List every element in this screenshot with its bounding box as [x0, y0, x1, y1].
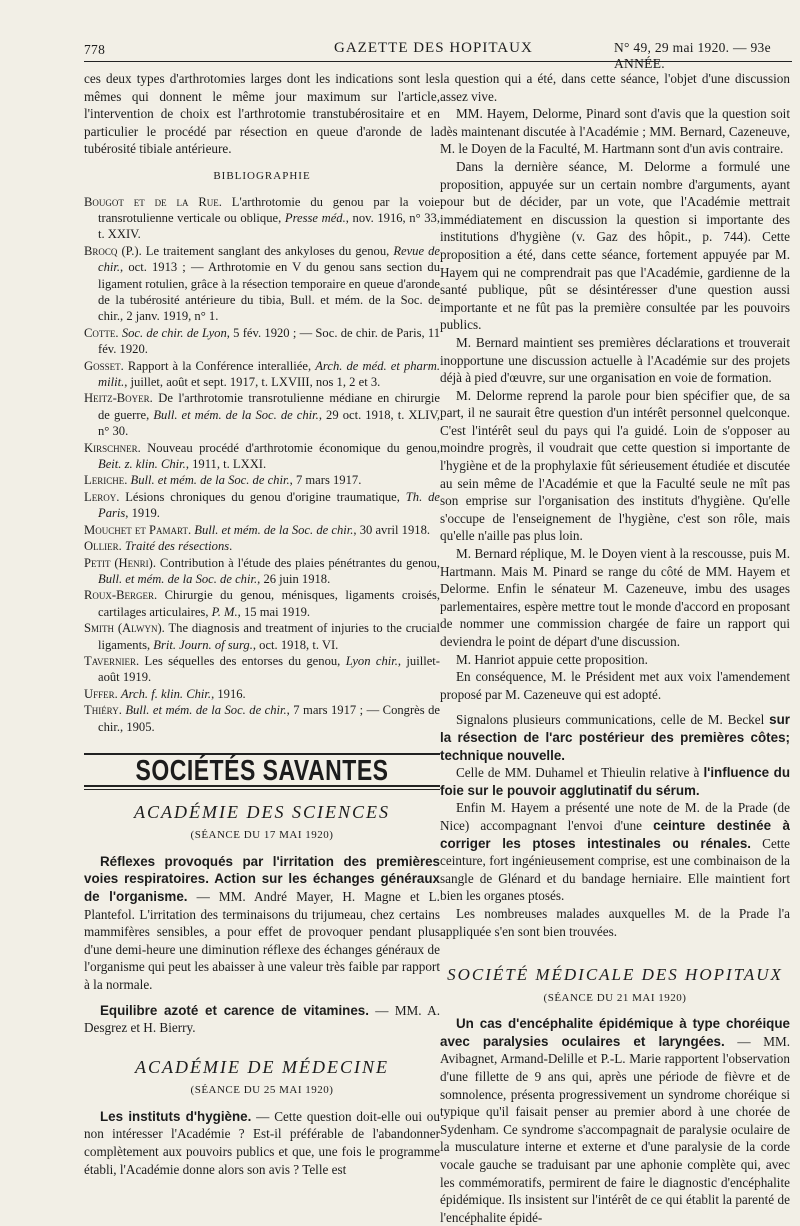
ref-source: Bull. et mém. de la Soc. de chir.: [98, 571, 258, 586]
ref-author: Smith (Alwyn).: [84, 621, 165, 636]
ref-text: Le traitement sanglant des ankyloses du genou,: [141, 243, 394, 258]
ref-tail: , 5 fév. 1920 ; — Soc. de chir. de Paris, 11 fév. 1920.: [98, 325, 440, 357]
right-paragraph-6: M. Bernard réplique, M. le Doyen vient à la rescousse, puis M. Hartmann. Mais M. Pinard se range du côté de MM. Hayem et Delorme. Enfin le sénateur M. Cazeneuve, imbu des usages parlementaires, espère mettre tout le monde d'accord en proposant de nommer une commission chargée de faire un rapport qui deviendra le point de départ d'une discussion.: [440, 546, 790, 649]
ref-text: De l'arthrotomie transrotulienne médiane en chirurgie de guerre,: [98, 391, 440, 422]
ref-author: Leriche.: [84, 473, 128, 488]
bibliography-entry: [84, 390, 440, 439]
ref-tail: , 1919.: [125, 506, 160, 521]
ref-text: Lésions chroniques du genou d'origine traumatique,: [119, 489, 406, 504]
bibliography-entry: [84, 538, 440, 554]
ref-source: Th. de Paris: [98, 489, 440, 521]
running-header: [84, 38, 792, 71]
right-paragraph-3: Dans la dernière séance, M. Delorme a formulé une proposition, appuyée sur un certain nombre d'arguments, ayant pour but de décider, par un vote, que l'Académie mettrait immédiatement en discussion la question si importante des institutions d'hygiène (v. Gaz des hôpit., p. 744). Cette proposition a été, dans cette séance, fortement appuyée par M. Hayem qui ne comprendrait pas que l'Académie, gardienne de la santé publique, pût se désintéresser d'une question aussi importante et ne fût pas la première consultée par les pouvoirs publics.: [440, 158, 790, 333]
ref-text: Chirurgie du genou, ménisques, ligaments croisés, cartilages articulaires,: [98, 588, 440, 619]
reflexes-text: L'irritation des terminaisons du trijumeau, chez certains mammifères sensibles, a pour effet de provoquer pendant plus d'une demi-heure une diminution réflexe des échanges généraux de l'organisme qui peut les abaisser à une valeur très faible par rapport à la normale.: [84, 906, 440, 992]
section-title: SOCIÉTÉS SAVANTES: [135, 753, 389, 787]
right-paragraph-8: En conséquence, M. le Président met aux voix l'amendement proposé par M. Cazeneuve qui est adopté.: [440, 669, 790, 702]
ref-text: Rapport à la Conférence interalliée,: [123, 358, 316, 373]
seance-medecine: (SÉANCE DU 25 MAI 1920): [190, 1084, 334, 1097]
encephalite-text: rapportent l'observation d'une fillette de 9 ans qui, après une période de fièvre et de somnolence, présenta progressivement un syndrome choréique si typique qu'il faisait penser au premier abord à une chorée de Sydenham. Ce syndrome s'accompagnait de paralysie oculaire de la musculature interne et externe et d'une paralysie de la corde vocale gauche se traduisant par une aphonie complète qui, avec les commémoratifs, permirent de faire le diagnostic d'encéphalite épidémique. Ils insistent sur l'intérêt de ce qui établit la parenté de l'encéphalite épidé-: [440, 1051, 790, 1225]
right-paragraph-1: la question qui a été, dans cette séance, l'objet d'une discussion assez vive.: [440, 71, 790, 104]
bibliography-entry: [84, 620, 440, 653]
ref-source: Arch. f. klin. Chir.: [120, 686, 212, 701]
bibliography-entry: [84, 522, 440, 538]
ref-source: Arch. de méd. et pharm. milit.: [98, 358, 440, 390]
equilibre-authors: — MM. A. Desgrez et H. Bierry.: [84, 1002, 440, 1036]
ref-author: Roux-Berger.: [84, 588, 158, 603]
ref-author: Leroy.: [84, 489, 120, 504]
duhamel-title: l'influence du foie sur le pouvoir agglutinatif du sérum.: [440, 765, 790, 798]
left-column: [84, 70, 440, 1178]
academie-sciences-heading: ACADÉMIE DES SCIENCES: [134, 801, 390, 822]
academie-medecine-heading: ACADÉMIE DE MÉDECINE: [135, 1056, 389, 1077]
ref-tail: , 1916.: [211, 686, 246, 701]
reflexes-article: [84, 853, 440, 994]
bibliography-entry: [84, 702, 440, 735]
ref-tail: , juillet-août 1919.: [98, 653, 440, 685]
ref-author: Bougot et de la Rue.: [84, 194, 222, 209]
ref-source: Bull. et mém. de la Soc. de chir.: [153, 407, 319, 422]
duhamel-communication: [440, 764, 790, 799]
ref-author: Ollier.: [84, 539, 122, 554]
header-rule: [84, 61, 792, 62]
societe-medicale-heading: SOCIÉTÉ MÉDICALE DES HOPITAUX: [447, 965, 783, 985]
ref-source: Bull. et mém. de la Soc. de chir.: [194, 522, 354, 537]
bibliography-entry: [84, 440, 440, 473]
ref-tail: , nov. 1916, n° 33, t. XXIV.: [98, 210, 441, 242]
ref-author: Thiéry.: [84, 703, 122, 718]
bibliography-entry: [84, 472, 440, 488]
ref-tail: , juillet, août et sept. 1917, t. LXVIII, nos 1, 2 et 3.: [124, 375, 381, 390]
ref-tail: , 1911, t. LXXI.: [185, 457, 267, 472]
ref-author: Petit (Henri).: [84, 555, 156, 570]
beckel-communication: [440, 711, 790, 764]
duhamel-intro: Celle de MM. Duhamel et Thieulin relative à: [456, 765, 704, 781]
prade-text: Cette ceinture, fort ingénieusement comprise, est une combinaison de la sangle de Glénard et du bandage herniaire. Elle maintient fort bien les organes ptosés.: [440, 835, 790, 904]
encephalite-title: Un cas d'encéphalite épidémique à type choréique avec paralysies oculaires et laryngées.: [440, 1016, 790, 1049]
journal-title: GAZETTE DES HOPITAUX: [334, 40, 533, 56]
beckel-title: sur la résection de l'arc postérieur des premières côtes; technique nouvelle.: [440, 712, 790, 763]
reflexes-authors: — MM. André Mayer, H. Magne et L. Plantefol.: [84, 888, 440, 922]
bibliography-list: [84, 194, 440, 735]
beckel-intro: Signalons plusieurs communications, celle de M. Beckel: [456, 712, 770, 728]
ref-tail: , 7 mars 1917.: [289, 473, 362, 488]
ref-source: Bull. et mém. de la Soc. de chir.: [125, 703, 287, 718]
bibliography-heading: BIBLIOGRAPHIE: [213, 169, 311, 182]
ref-source: P. M.: [211, 604, 238, 619]
ref-text: L'arthrotomie du genou par la voie transrotulienne verticale ou oblique,: [98, 194, 441, 225]
ref-source: Revue de chir.: [98, 243, 440, 275]
prade-intro: Enfin M. Hayem a présenté une note de M. de la Prade (de Nice) accompagnant l'envoi d'une: [440, 800, 790, 833]
instituts-article: [84, 1108, 440, 1178]
bibliography-entry: [84, 555, 440, 588]
ref-author: Cotte.: [84, 325, 119, 340]
ref-author: Brocq (P.).: [84, 243, 142, 258]
section-banner: [84, 753, 440, 790]
encephalite-article: [440, 1015, 790, 1226]
ref-tail: , oct. 1918, t. VI.: [252, 637, 339, 652]
right-paragraph-12: Les nombreuses malades auxquelles M. de la Prade l'a appliquée s'en sont bien trouvées.: [440, 905, 790, 939]
ref-author: Kirschner.: [84, 440, 141, 455]
ref-text: Les séquelles des entorses du genou,: [139, 653, 346, 668]
issue-info: N° 49, 29 mai 1920. — 93e ANNÉE.: [614, 40, 771, 71]
ref-source: Brit. Journ. of surg.: [153, 637, 253, 652]
prade-communication: [440, 799, 790, 905]
instituts-title: Les instituts d'hygiène.: [100, 1108, 252, 1124]
bibliography-entry: [84, 653, 440, 686]
ref-author: Uffer.: [84, 686, 118, 701]
ref-author: Heitz-Boyer.: [84, 391, 153, 406]
ref-text: The diagnosis and treatment of injuries to the crucial ligaments,: [98, 621, 440, 652]
right-paragraph-2: MM. Hayem, Delorme, Pinard sont d'avis que la question soit dès maintenant discutée à l'Académie ; MM. Bernard, Cazeneuve, M. le Doyen de la Faculté, M. Hartmann sont d'un avis contraire.: [440, 106, 790, 157]
right-paragraph-5: M. Delorme reprend la parole pour bien spécifier que, de sa part, il ne saurait être question d'un intérêt personnel quelconque. C'est l'intérêt seul du pays qui l'a guidé. Loin de s'opposer au moindre progrès, il voudrait que cette question si importante de l'hygiène et de la prophylaxie fût sérieusement étudiée et discutée au sein même de l'Académie et que la Faculté seule ne mît pas son emprise sur l'organisation des instituts d'hygiène. Qu'elle s'occupe de l'enseignement de l'hygiène, c'est son rôle, mais qu'elle n'aille pas plus loin.: [440, 387, 790, 544]
intro-paragraph: ces deux types d'arthrotomies larges dont les indications sont les mêmes qui donnent le même jour maximum sur l'article, l'intervention de choix est l'arthrotomie transtubérositaire et en particulier le procédé par résection en queue d'aronde de la tubérosité tibiale antérieure.: [84, 71, 440, 157]
bibliography-entry: [84, 325, 440, 358]
ref-tail: , 7 mars 1917 ; — Congrès de chir., 1905.: [98, 703, 440, 734]
ref-source: Presse méd.: [284, 210, 346, 225]
ref-tail: , 15 mai 1919.: [237, 604, 311, 619]
ref-source: Bull. et mém. de la Soc. de chir.: [130, 473, 290, 488]
ref-tail: , 29 oct. 1918, t. XLIV, n° 30.: [98, 407, 440, 439]
prade-title: ceinture destinée à corriger les ptoses intestinales ou rénales.: [440, 817, 790, 851]
right-column: [440, 70, 790, 1226]
instituts-text: — Cette question doit-elle oui ou non intéresser l'Académie ? Est-il préférable de l'abandonner complètement aux pouvoirs publics et que, une fois le programme établi, l'Académie donne alors son avis ? Telle est: [84, 1108, 440, 1177]
ref-author: Tavernier.: [84, 653, 140, 668]
encephalite-authors: — MM. Avibagnet, Armand-Delille et P.-L. Marie: [440, 1033, 791, 1067]
reflexes-title: Réflexes provoqués par l'irritation des premières voies respiratoires. Action sur les échanges généraux de l'organisme.: [84, 853, 440, 904]
seance-sciences: (SÉANCE DU 17 MAI 1920): [190, 829, 334, 842]
bibliography-entry: [84, 358, 440, 391]
ref-source: Traité des résections: [124, 539, 230, 554]
bibliography-entry: [84, 243, 440, 325]
ref-author: Gosset.: [84, 358, 124, 373]
ref-tail: .: [229, 539, 233, 554]
page-number: 778: [84, 42, 106, 57]
equilibre-title: Equilibre azoté et carence de vitamines.: [100, 1002, 369, 1018]
right-paragraph-7: M. Hanriot appuie cette proposition.: [456, 651, 648, 667]
ref-author: Mouchet et Pamart.: [84, 522, 192, 537]
ref-tail: , 30 avril 1918.: [353, 522, 431, 537]
ref-tail: , 26 juin 1918.: [257, 571, 331, 586]
bibliography-entry: [84, 489, 440, 522]
ref-tail: , oct. 1913 ; — Arthrotomie en V du genou sans section du ligament rotulien, grâce à la résection temporaire en queue d'aronde de la tubérosité antérieure du tibia, Bull. et mém. de la Soc. de chir., 2 janv. 1919, n° 1.: [98, 260, 440, 324]
right-paragraph-4: M. Bernard maintient ses premières déclarations et trouverait inopportune une discussion actuelle à l'Académie sur des projets déjà à pied d'œuvre, sur une organisation en voie de formation.: [440, 334, 790, 386]
ref-source: Lyon chir.: [345, 653, 398, 668]
ref-source: Soc. de chir. de Lyon: [121, 325, 227, 340]
bibliography-entry: [84, 587, 440, 620]
ref-text: Contribution à l'étude des plaies pénétrantes du genou,: [156, 555, 440, 570]
equilibre-article: [84, 1002, 440, 1037]
bibliography-entry: [84, 194, 440, 243]
ref-text: Nouveau procédé d'arthrotomie économique du genou,: [140, 440, 440, 455]
bibliography-entry: [84, 686, 440, 702]
seance-societe: (SÉANCE DU 21 MAI 1920): [543, 991, 687, 1004]
ref-source: Beit. z. klin. Chir.: [98, 457, 186, 472]
